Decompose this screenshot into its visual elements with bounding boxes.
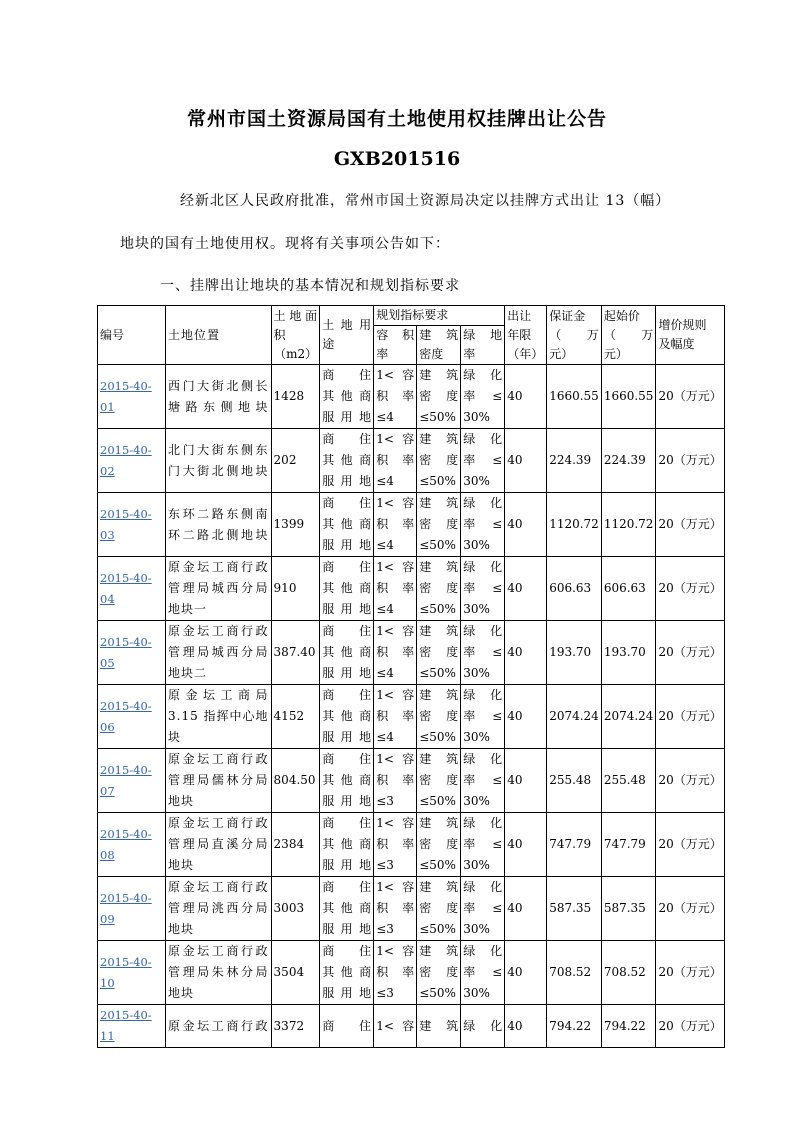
- cell-density: 建 筑 密 度 ≤50%: [417, 365, 461, 429]
- parcel-id-link[interactable]: 2015-40-06: [100, 698, 152, 734]
- cell-start-price: 193.70: [601, 621, 656, 685]
- cell-increment: 20（万元）: [656, 1005, 724, 1048]
- cell-increment: 20（万元）: [656, 941, 724, 1005]
- cell-increment: 20（万元）: [656, 557, 724, 621]
- header-area: 土 地 面 积 （m2）: [271, 306, 320, 365]
- cell-start-price: 747.79: [601, 813, 656, 877]
- cell-area: 1399: [271, 493, 320, 557]
- cell-parcel-id: [98, 877, 166, 941]
- cell-far: 1< 容 积 率 ≤3: [374, 877, 417, 941]
- cell-location: 原金坛工商行政 管理局城西分局 地块二: [166, 621, 272, 685]
- parcel-id-link[interactable]: 2015-40-01: [100, 378, 152, 414]
- cell-deposit: 255.48: [547, 749, 602, 813]
- table-row: [98, 621, 725, 685]
- cell-green: 绿 化 率 ≤ 30%: [461, 493, 505, 557]
- cell-density: 建 筑 密 度 ≤50%: [417, 749, 461, 813]
- cell-area: 3372: [271, 1005, 320, 1048]
- cell-use: 商住 其 他 商 服用地: [320, 877, 374, 941]
- cell-green: 绿 化 率 ≤ 30%: [461, 941, 505, 1005]
- cell-deposit: 2074.24: [547, 685, 602, 749]
- parcel-id-link[interactable]: 2015-40-04: [100, 570, 152, 606]
- cell-years: 40: [505, 941, 547, 1005]
- cell-location: 原金坛工商行政 管理局洮西分局 地块: [166, 877, 272, 941]
- cell-far: 1< 容 积 率 ≤3: [374, 941, 417, 1005]
- cell-years: 40: [505, 429, 547, 493]
- cell-area: 3003: [271, 877, 320, 941]
- cell-deposit: 193.70: [547, 621, 602, 685]
- document-code: GXB201516: [333, 148, 461, 170]
- cell-parcel-id: [98, 685, 166, 749]
- cell-density: 建 筑 密 度 ≤50%: [417, 557, 461, 621]
- header-use: 土 地 用 途: [320, 306, 374, 365]
- table-row: [98, 493, 725, 557]
- cell-increment: 20（万元）: [656, 877, 724, 941]
- cell-far: 1< 容 积 率 ≤4: [374, 685, 417, 749]
- parcel-id-link[interactable]: 2015-40-08: [100, 826, 152, 862]
- cell-density: 建 筑 密 度 ≤50%: [417, 621, 461, 685]
- header-density: 建 筑 密度: [417, 326, 461, 365]
- cell-deposit: 1120.72: [547, 493, 602, 557]
- cell-years: 40: [505, 1005, 547, 1048]
- cell-location: 原金坛工商行政 管理局儒林分局 地块: [166, 749, 272, 813]
- document-title: 常州市国土资源局国有土地使用权挂牌出让公告: [186, 108, 607, 130]
- parcel-id-link[interactable]: 2015-40-09: [100, 890, 152, 926]
- cell-start-price: 606.63: [601, 557, 656, 621]
- header-green: 绿 地 率: [461, 326, 505, 365]
- cell-green: 绿 化 率 ≤ 30%: [461, 685, 505, 749]
- cell-location: 原金坛工商行政 管理局朱林分局 地块: [166, 941, 272, 1005]
- header-location: 土地位置: [166, 306, 272, 365]
- cell-parcel-id: [98, 1005, 166, 1048]
- table-row: [98, 365, 725, 429]
- cell-use: 商住: [320, 1005, 374, 1048]
- cell-green: 绿 化 率 ≤ 30%: [461, 621, 505, 685]
- cell-density: 建 筑: [417, 1005, 461, 1048]
- section-heading: 一、挂牌出让地块的基本情况和规划指标要求: [160, 278, 460, 294]
- cell-area: 1428: [271, 365, 320, 429]
- cell-use: 商住 其 他 商 服用地: [320, 493, 374, 557]
- cell-increment: 20（万元）: [656, 749, 724, 813]
- cell-start-price: 255.48: [601, 749, 656, 813]
- cell-far: 1< 容 积 率 ≤4: [374, 557, 417, 621]
- header-start-price: 起始价 （ 万 元）: [601, 306, 656, 365]
- table-header-row-1: [98, 306, 725, 326]
- cell-green: 绿 化: [461, 1005, 505, 1048]
- cell-increment: 20（万元）: [656, 493, 724, 557]
- table-row: [98, 557, 725, 621]
- cell-green: 绿 化 率 ≤ 30%: [461, 557, 505, 621]
- cell-density: 建 筑 密 度 ≤50%: [417, 685, 461, 749]
- cell-far: 1< 容 积 率 ≤4: [374, 621, 417, 685]
- cell-use: 商住 其 他 商 服用地: [320, 429, 374, 493]
- table-row: [98, 749, 725, 813]
- header-far: 容 积 率: [374, 326, 417, 365]
- cell-green: 绿 化 率 ≤ 30%: [461, 813, 505, 877]
- cell-years: 40: [505, 365, 547, 429]
- cell-deposit: 606.63: [547, 557, 602, 621]
- cell-density: 建 筑 密 度 ≤50%: [417, 877, 461, 941]
- cell-area: 910: [271, 557, 320, 621]
- cell-area: 3504: [271, 941, 320, 1005]
- parcel-id-link[interactable]: 2015-40-03: [100, 506, 152, 542]
- parcel-id-link[interactable]: 2015-40-10: [100, 954, 152, 990]
- intro-paragraph-line2: 地块的国有土地使用权。现将有关事项公告如下：: [120, 236, 450, 252]
- cell-years: 40: [505, 685, 547, 749]
- header-planning: 规划指标要求: [374, 306, 505, 326]
- table-row: [98, 429, 725, 493]
- cell-start-price: 224.39: [601, 429, 656, 493]
- cell-start-price: 794.22: [601, 1005, 656, 1048]
- cell-use: 商住 其 他 商 服用地: [320, 941, 374, 1005]
- cell-location: 西门大街北侧长 塘路东侧地块: [166, 365, 272, 429]
- cell-parcel-id: [98, 813, 166, 877]
- table-row: [98, 941, 725, 1005]
- parcel-id-link[interactable]: 2015-40-07: [100, 762, 152, 798]
- cell-green: 绿 化 率 ≤ 30%: [461, 877, 505, 941]
- land-parcel-table: [97, 305, 725, 1048]
- cell-location: 北门大街东侧东 门大街北侧地块: [166, 429, 272, 493]
- parcel-id-link[interactable]: 2015-40-11: [100, 1008, 152, 1043]
- cell-increment: 20（万元）: [656, 365, 724, 429]
- cell-use: 商住 其 他 商 服用地: [320, 813, 374, 877]
- header-id: 编号: [98, 306, 166, 365]
- cell-use: 商住 其 他 商 服用地: [320, 365, 374, 429]
- cell-far: 1< 容 积 率 ≤4: [374, 429, 417, 493]
- cell-parcel-id: [98, 941, 166, 1005]
- cell-years: 40: [505, 621, 547, 685]
- header-increment: 增价规则 及幅度: [656, 306, 724, 365]
- cell-area: 804.50: [271, 749, 320, 813]
- cell-location: 原金坛工商行政 管理局城西分局 地块一: [166, 557, 272, 621]
- parcel-id-link[interactable]: 2015-40-05: [100, 634, 152, 670]
- cell-years: 40: [505, 813, 547, 877]
- cell-years: 40: [505, 749, 547, 813]
- cell-area: 2384: [271, 813, 320, 877]
- cell-use: 商住 其 他 商 服用地: [320, 557, 374, 621]
- cell-density: 建 筑 密 度 ≤50%: [417, 941, 461, 1005]
- cell-location: 原金坛工商行政: [166, 1005, 272, 1048]
- cell-location: 东环二路东侧南 环二路北侧地块: [166, 493, 272, 557]
- cell-deposit: 794.22: [547, 1005, 602, 1048]
- cell-deposit: 708.52: [547, 941, 602, 1005]
- header-deposit: 保证金 （ 万 元）: [547, 306, 602, 365]
- cell-use: 商住 其 他 商 服用地: [320, 749, 374, 813]
- cell-deposit: 1660.55: [547, 365, 602, 429]
- cell-start-price: 587.35: [601, 877, 656, 941]
- cell-area: 4152: [271, 685, 320, 749]
- cell-green: 绿 化 率 ≤ 30%: [461, 749, 505, 813]
- table-row: [98, 1005, 725, 1048]
- cell-years: 40: [505, 877, 547, 941]
- table-row: [98, 813, 725, 877]
- cell-parcel-id: [98, 493, 166, 557]
- cell-green: 绿 化 率 ≤ 30%: [461, 429, 505, 493]
- table-row: [98, 685, 725, 749]
- cell-green: 绿 化 率 ≤ 30%: [461, 365, 505, 429]
- cell-increment: 20（万元）: [656, 813, 724, 877]
- cell-density: 建 筑 密 度 ≤50%: [417, 429, 461, 493]
- cell-parcel-id: [98, 621, 166, 685]
- cell-increment: 20（万元）: [656, 621, 724, 685]
- cell-far: 1< 容 积 率 ≤4: [374, 365, 417, 429]
- table-row: [98, 877, 725, 941]
- cell-far: 1< 容: [374, 1005, 417, 1048]
- cell-increment: 20（万元）: [656, 685, 724, 749]
- cell-years: 40: [505, 557, 547, 621]
- cell-start-price: 2074.24: [601, 685, 656, 749]
- cell-use: 商住 其 他 商 服用地: [320, 685, 374, 749]
- cell-location: 原金坛工商局 3.15 指挥中心地 块: [166, 685, 272, 749]
- cell-parcel-id: [98, 557, 166, 621]
- cell-deposit: 224.39: [547, 429, 602, 493]
- cell-increment: 20（万元）: [656, 429, 724, 493]
- cell-density: 建 筑 密 度 ≤50%: [417, 493, 461, 557]
- cell-start-price: 708.52: [601, 941, 656, 1005]
- cell-parcel-id: [98, 749, 166, 813]
- cell-start-price: 1120.72: [601, 493, 656, 557]
- cell-far: 1< 容 积 率 ≤4: [374, 493, 417, 557]
- parcel-id-link[interactable]: 2015-40-02: [100, 442, 152, 478]
- cell-density: 建 筑 密 度 ≤50%: [417, 813, 461, 877]
- cell-years: 40: [505, 493, 547, 557]
- cell-use: 商住 其 他 商 服用地: [320, 621, 374, 685]
- cell-deposit: 747.79: [547, 813, 602, 877]
- cell-area: 387.40: [271, 621, 320, 685]
- cell-area: 202: [271, 429, 320, 493]
- header-years: 出让 年限 （年）: [505, 306, 547, 365]
- cell-location: 原金坛工商行政 管理局直溪分局 地块: [166, 813, 272, 877]
- cell-parcel-id: [98, 429, 166, 493]
- cell-parcel-id: [98, 365, 166, 429]
- cell-start-price: 1660.55: [601, 365, 656, 429]
- intro-paragraph-line1: 经新北区人民政府批准，常州市国土资源局决定以挂牌方式出让 13（幅）: [180, 193, 671, 209]
- cell-far: 1< 容 积 率 ≤3: [374, 749, 417, 813]
- cell-far: 1< 容 积 率 ≤3: [374, 813, 417, 877]
- cell-deposit: 587.35: [547, 877, 602, 941]
